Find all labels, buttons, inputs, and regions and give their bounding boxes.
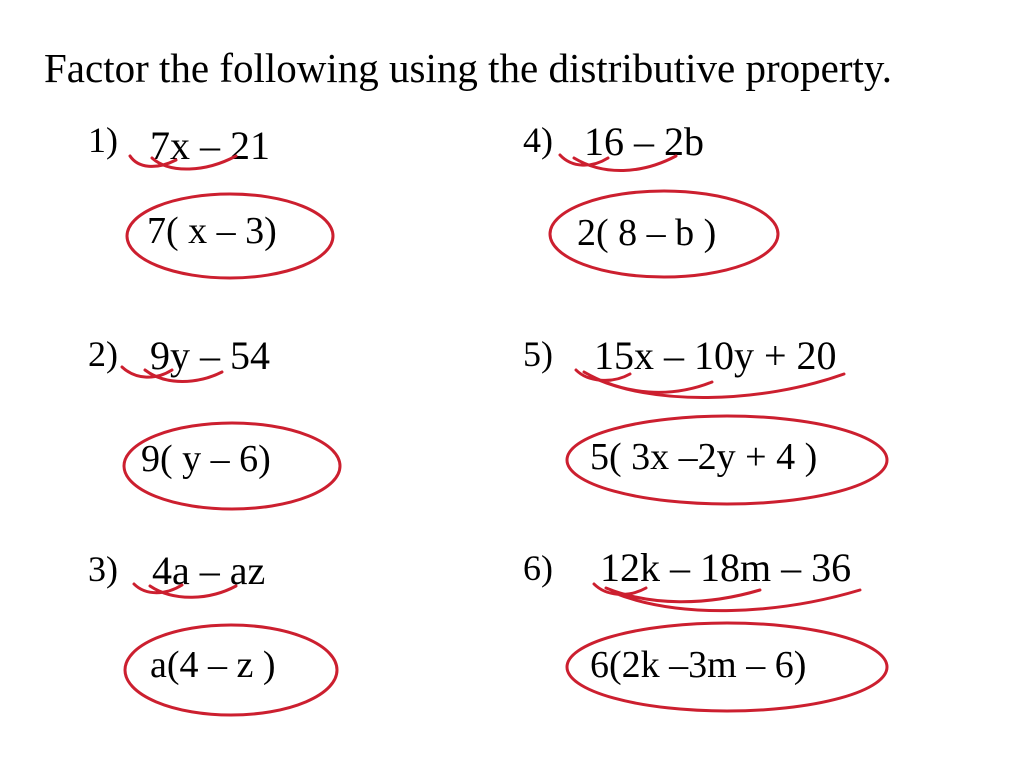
problem-5-expression: 15x – 10y + 20	[594, 333, 837, 378]
problem-3-answer: a(4 – z )	[150, 644, 276, 686]
problem-6-answer: 6(2k –3m – 6)	[590, 644, 807, 686]
worksheet-title: Factor the following using the distributive property.	[44, 45, 892, 91]
problem-4-number: 4)	[523, 120, 553, 160]
problem-5-number: 5)	[523, 334, 553, 374]
problem-1-answer: 7( x – 3)	[147, 210, 277, 252]
problem-2-answer: 9( y – 6)	[141, 438, 271, 480]
problem-6-number: 6)	[523, 548, 553, 588]
problem-4-expression: 16 – 2b	[584, 119, 704, 164]
problem-4-answer: 2( 8 – b )	[577, 212, 717, 254]
problem-1-number: 1)	[88, 120, 118, 160]
problem-3-expression: 4a – az	[152, 548, 266, 593]
problem-6-expression: 12k – 18m – 36	[600, 545, 852, 590]
problem-2-expression: 9y – 54	[150, 333, 270, 378]
problem-3-number: 3)	[88, 549, 118, 589]
problem-2-number: 2)	[88, 334, 118, 374]
problem-1-expression: 7x – 21	[150, 123, 270, 168]
problem-5-answer: 5( 3x –2y + 4 )	[590, 436, 818, 478]
